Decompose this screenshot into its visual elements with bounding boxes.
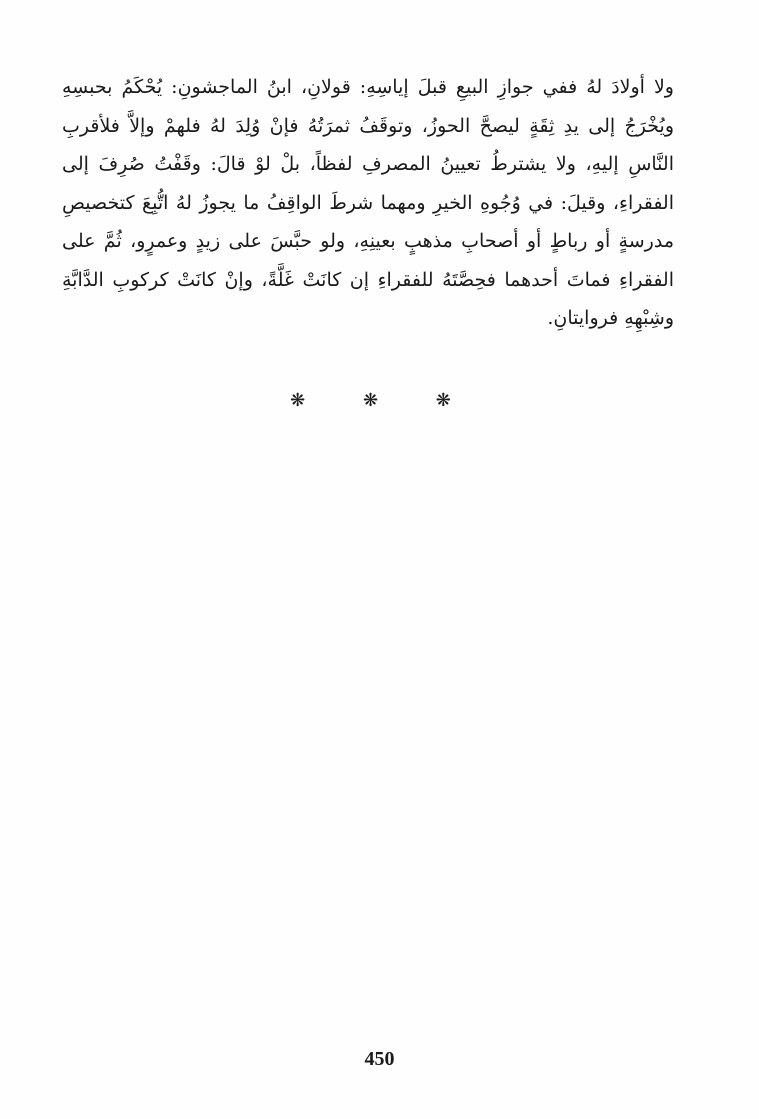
- text-line-5: مدرسةٍ أو رباطٍ أو أصحابِ مذهبٍ بعينِهِ، ولو حبَّسَ على زيدٍ وعمرٍو، ثُمَّ على: [62, 230, 674, 252]
- text-line-3: النَّاسِ إليهِ، ولا يشترطُ تعيينُ المصرفِ لفظاً، بلْ لوْ قالَ: وقَفْتُ صُرِفَ إلى: [62, 153, 674, 175]
- text-line-6: الفقراءِ فماتَ أحدهما فحِصَّتَهُ للفقراءِ إن كانَتْ غَلَّةً، وإنْ كانَتْ كركوبِ الدَّابَّةِ: [62, 268, 674, 291]
- page-number: 450: [364, 1048, 395, 1070]
- divider-star-icon: ❋: [435, 390, 469, 411]
- text-line-1: ولا أولادَ لهُ ففي جوازِ البيعِ قبلَ إياسِهِ: قولانِ، ابنُ الماجشونِ: يُحْكَمُ بحبسِهِ: [62, 76, 674, 98]
- body-text: [62, 68, 674, 338]
- text-line-4: الفقراءِ، وقيلَ: في وُجُوهِ الخيرِ ومهما شرطَ الواقِفُ ما يجوزُ لهُ اتُّبِعَ كتخصيصِ: [62, 191, 674, 214]
- text-line-7: وشِبْهِهِ فروايتانِ.: [547, 307, 674, 329]
- text-line-2: ويُخْرَجُ إلى يدِ ثِقَةٍ ليصحَّ الحوزُ، وتوقَفُ ثمرَتُهُ فإنْ وُلِدَ لهُ فلهمْ وإلاَّ فلأقربِ: [62, 114, 674, 137]
- section-divider: [0, 390, 759, 411]
- divider-star-icon: ❋: [290, 390, 324, 411]
- divider-star-icon: ❋: [362, 390, 397, 411]
